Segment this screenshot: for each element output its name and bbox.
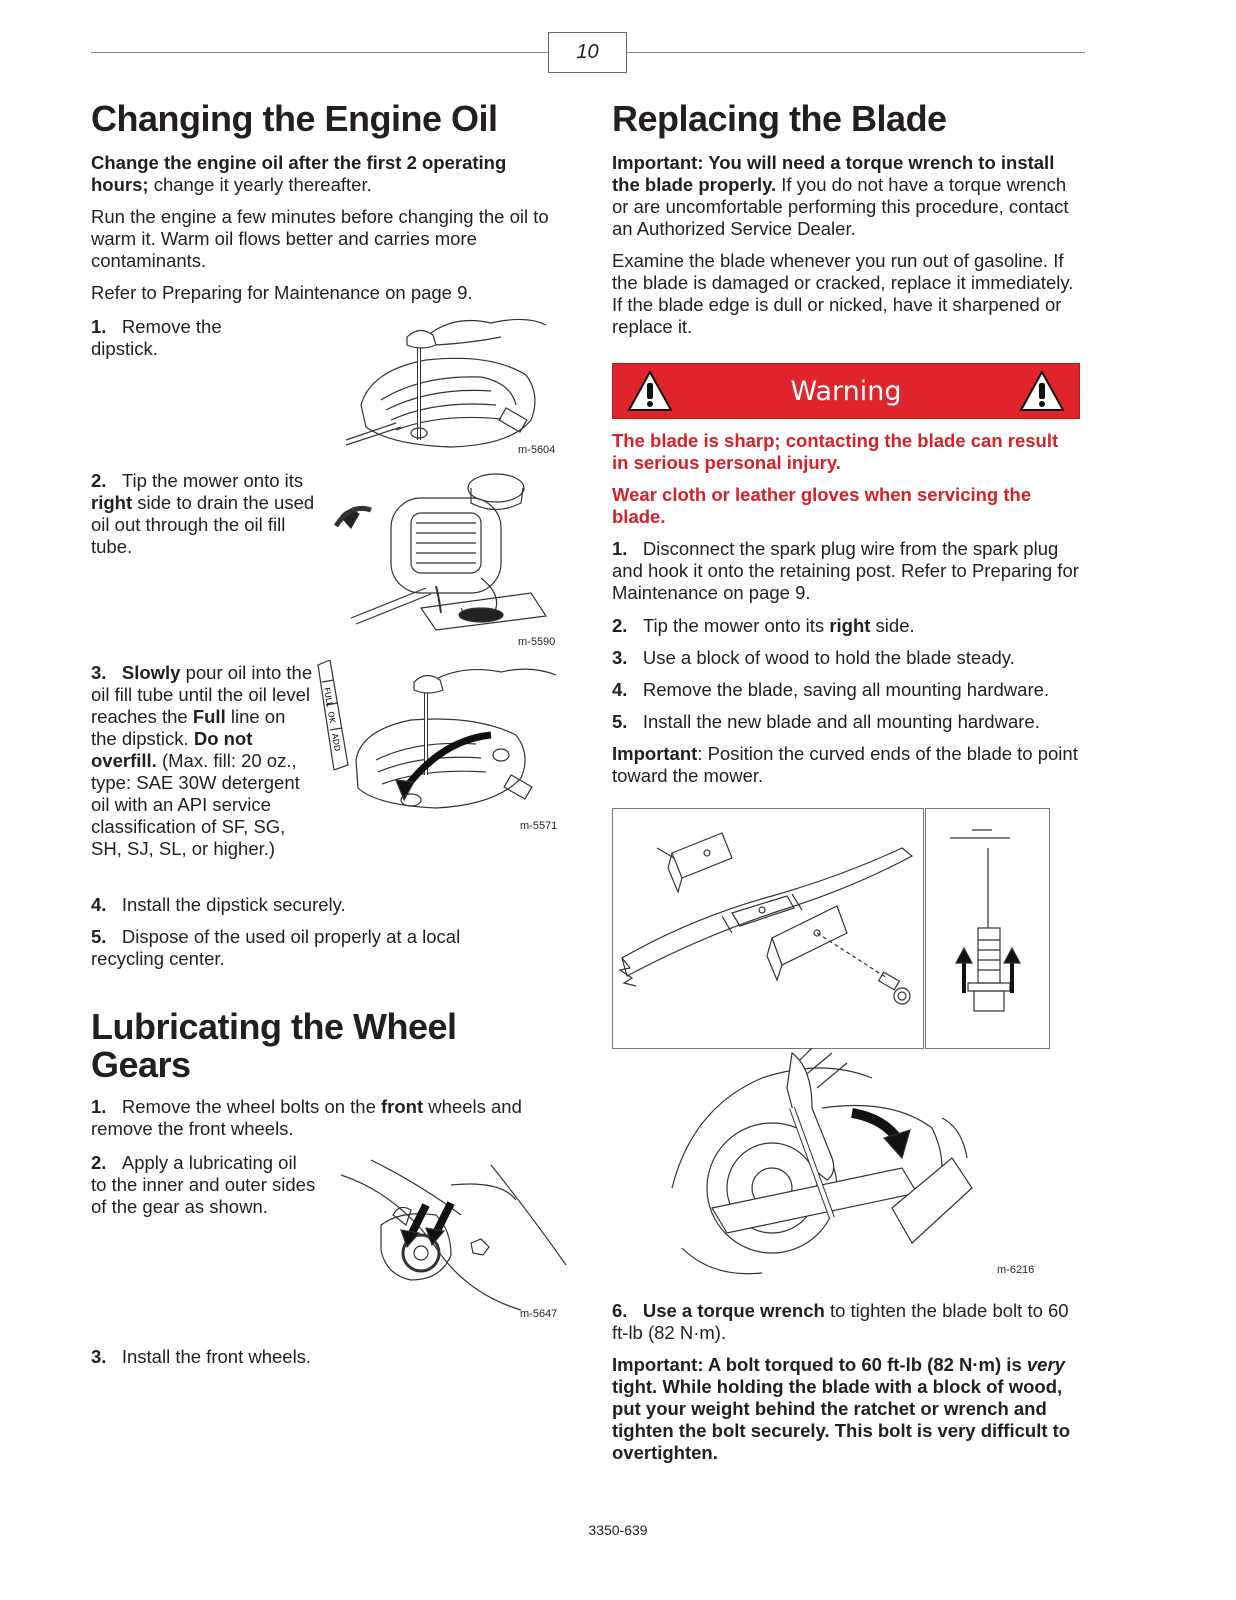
warning-gloves: Wear cloth or leather gloves when servicing the blade. <box>612 484 1032 527</box>
blade-examine-paragraph: Examine the blade whenever you run out of gasoline. If the blade is damaged or cracked, replace it immediately. If the blade edge is dull or nicked, have it sharpened or replace it. <box>612 250 1074 337</box>
dipstick-ok-mark: OK <box>326 710 337 724</box>
gear-step-3: 3. Install the front wheels. <box>91 1346 312 1367</box>
oil-step-5: 5. Dispose of the used oil properly at a local recycling center. <box>91 926 461 969</box>
header-rule-left <box>91 52 548 53</box>
blade-step-1: 1. Disconnect the spark plug wire from the spark plug and hook it onto the retaining post. Refer to Preparing for Maintenance on page 9. <box>612 538 1079 603</box>
blade-important-1: Important: You will need a torque wrench to install the blade properly. If you do not have a torque wrench or are uncomfortable performing this procedure, contact an Authorized Service Dealer. <box>612 152 1069 239</box>
dipstick-add-mark: ADD <box>330 732 342 752</box>
gear-step-1: 1. Remove the wheel bolts on the front wheels and remove the front wheels. <box>91 1096 522 1139</box>
warning-triangle-icon <box>1019 370 1065 412</box>
wheel-gear-illustration <box>341 1155 571 1315</box>
figure-4-code: m-5647 <box>520 1308 558 1320</box>
blade-step-4: 4. Remove the blade, saving all mounting hardware. <box>612 679 1050 700</box>
warning-banner <box>612 363 1080 419</box>
blade-important-3: Important: A bolt torqued to 60 ft-lb (82 N·m) is very tight. While holding the blade with a block of wood, put your weight behind the ratchet or wrench and tighten the bolt securely. This bolt is very difficult to overtighten. <box>612 1354 1071 1463</box>
dipstick-full-mark: FULL <box>322 686 335 708</box>
dipstick-removal-illustration <box>341 315 561 460</box>
oil-intro: Change the engine oil after the first 2 operating hours; change it yearly thereafter. <box>91 152 507 195</box>
page-number: 10 <box>548 32 627 73</box>
blade-step-5: 5. Install the new blade and all mounting hardware. <box>612 711 1040 732</box>
blade-step-2: 2. Tip the mower onto its right side. <box>612 615 915 636</box>
blade-step-6: 6. Use a torque wrench to tighten the blade bolt to 60 ft-lb (82 N·m). <box>612 1300 1069 1343</box>
oil-step-1: 1. Remove the dipstick. <box>91 316 222 359</box>
oil-step-2: 2. Tip the mower onto its right side to drain the used oil out through the oil fill tube. <box>91 470 315 557</box>
gear-step-2: 2. Apply a lubricating oil to the inner and outer sides of the gear as shown. <box>91 1152 316 1217</box>
warning-sharp-blade: The blade is sharp; contacting the blade can result in serious personal injury. <box>612 430 1059 473</box>
blade-assembly-illustration <box>612 808 1052 1050</box>
figure-1-code: m-5604 <box>518 444 556 456</box>
torque-wrench-illustration <box>652 1048 1072 1283</box>
gear-section-title: Lubricating the Wheel Gears <box>91 1006 457 1085</box>
blade-step-3: 3. Use a block of wood to hold the blade steady. <box>612 647 1015 668</box>
footer-document-code: 3350-639 <box>588 1522 648 1538</box>
oil-section-title: Changing the Engine Oil <box>91 98 498 139</box>
figure-2-code: m-5590 <box>518 636 556 648</box>
left-column <box>91 100 571 1400</box>
right-column <box>612 100 1087 1500</box>
oil-step-4: 4. Install the dipstick securely. <box>91 894 346 915</box>
figure-3-code: m-5571 <box>520 820 558 832</box>
blade-section-title: Replacing the Blade <box>612 98 947 139</box>
oil-fill-illustration <box>316 660 566 825</box>
figure-5-code: m-6216 <box>997 1264 1035 1276</box>
oil-step-3: 3. Slowly pour oil into the oil fill tube until the oil level reaches the Full line on the dipstick. Do not overfill. (Max. fill: 20 oz., type: SAE 30W detergent oil with an API service classification of SF, SG, SH, SJ, SL, or higher.) <box>91 662 313 859</box>
mower-tipping-illustration <box>331 468 561 638</box>
blade-important-2: Important: Position the curved ends of the blade to point toward the mower. <box>612 743 1078 786</box>
oil-warmup-paragraph: Run the engine a few minutes before changing the oil to warm it. Warm oil flows better and carries more contaminants. <box>91 206 549 271</box>
header-rule-right <box>627 52 1085 53</box>
warning-title: Warning <box>790 376 902 407</box>
oil-refer-paragraph: Refer to Preparing for Maintenance on page 9. <box>91 282 473 303</box>
